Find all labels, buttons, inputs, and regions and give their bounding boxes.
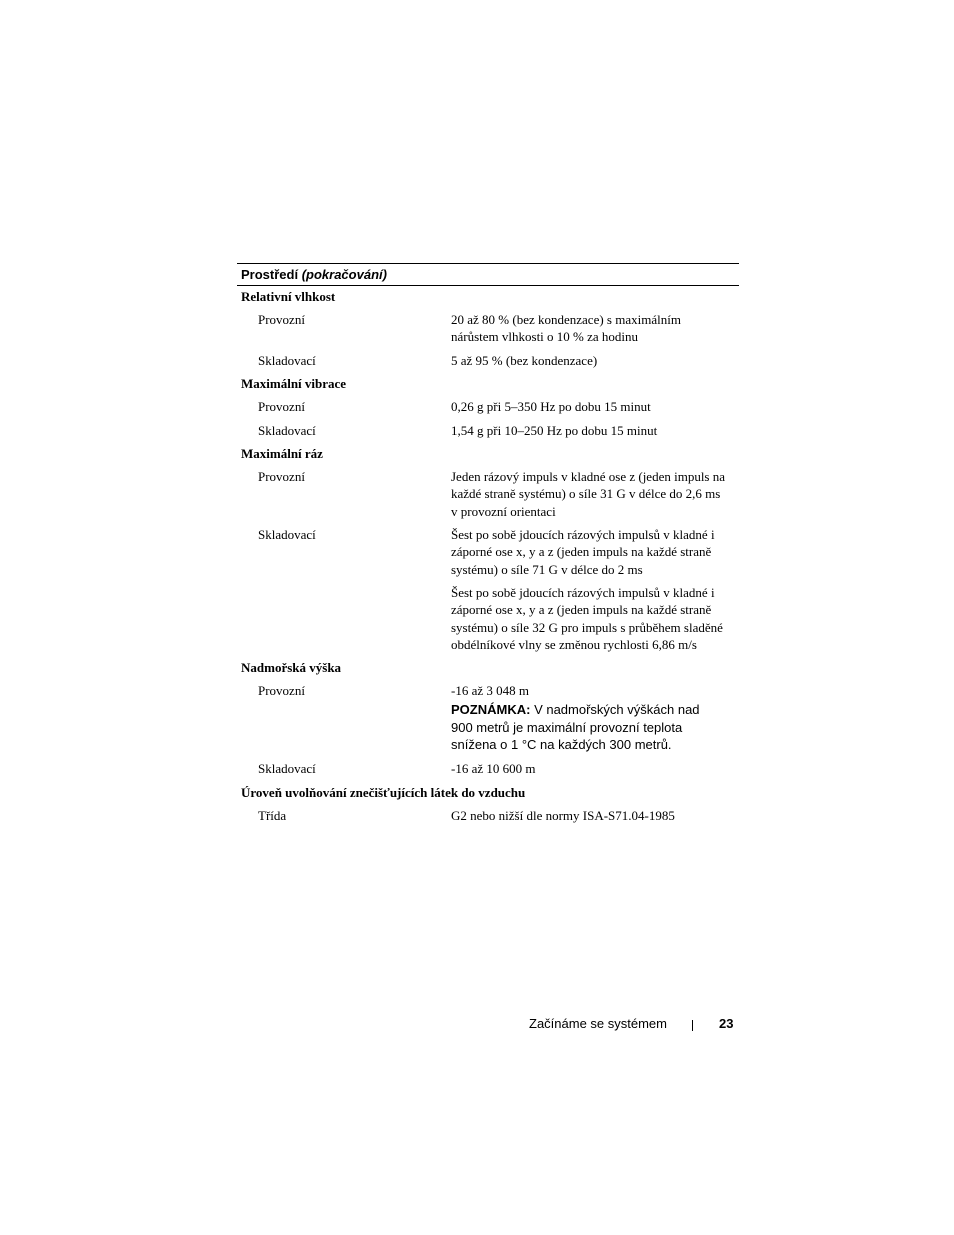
footer-chapter-title: Začínáme se systémem bbox=[529, 1016, 667, 1031]
note-label: POZNÁMKA: bbox=[451, 702, 531, 717]
row-value: Šest po sobě jdoucích rázových impulsů v kladné i záporné ose x, y a z (jeden impuls na každé straně systému) o síle 71 G v délce do 2 ms bbox=[451, 527, 715, 577]
row-label: Provozní bbox=[258, 399, 305, 414]
row-value: -16 až 3 048 m bbox=[451, 683, 529, 698]
row-label: Skladovací bbox=[258, 527, 316, 542]
row-value: 0,26 g při 5–350 Hz po dobu 15 minut bbox=[451, 399, 651, 414]
row-label: Skladovací bbox=[258, 423, 316, 438]
table-header bbox=[237, 263, 739, 286]
row-label: Provozní bbox=[258, 469, 305, 484]
row-label: Skladovací bbox=[258, 353, 316, 368]
section-title-altitude: Nadmořská výška bbox=[241, 660, 342, 675]
section-title-vibration: Maximální vibrace bbox=[241, 376, 347, 391]
row-value: 5 až 95 % (bez kondenzace) bbox=[451, 353, 598, 368]
page-number: 23 bbox=[719, 1016, 734, 1031]
section-title-airborne-contaminants: Úroveň uvolňování znečišťujících látek do vzduchu bbox=[241, 785, 526, 800]
row-value: 20 až 80 % (bez kondenzace) s maximálním nárůstem vlhkosti o 10 % za hodinu bbox=[451, 312, 681, 345]
page-footer bbox=[0, 1015, 954, 1035]
section-title-shock: Maximální ráz bbox=[241, 446, 323, 461]
row-value: Šest po sobě jdoucích rázových impulsů v kladné i záporné ose x, y a z (jeden impuls na každé straně systému) o síle 32 G pro impuls s průběhem sladěné obdélníkové vlny se změnou rychlosti 6,86 m/s bbox=[451, 585, 723, 652]
row-label: Provozní bbox=[258, 312, 305, 327]
row-value: Jeden rázový impuls v kladné ose z (jeden impuls na každé straně systému) o síle 31 G v délce do 2,6 ms v provozní orientaci bbox=[451, 469, 726, 519]
row-value: 1,54 g při 10–250 Hz po dobu 15 minut bbox=[451, 423, 658, 438]
row-label: Skladovací bbox=[258, 761, 316, 776]
row-value: -16 až 10 600 m bbox=[451, 761, 536, 776]
row-label: Třída bbox=[258, 808, 287, 823]
section-title-humidity: Relativní vlhkost bbox=[241, 289, 336, 304]
environment-spec-table bbox=[237, 263, 739, 823]
table-header-title: Prostředí bbox=[241, 267, 299, 282]
row-label: Provozní bbox=[258, 683, 305, 698]
note: POZNÁMKA: V nadmořských výškách nad 900 metrů je maximální provozní teplota snížena o 1 °C na každých 300 metrů. bbox=[451, 702, 700, 752]
row-value: G2 nebo nižší dle normy ISA-S71.04-1985 bbox=[451, 808, 675, 823]
table-header-suffix: (pokračování) bbox=[301, 267, 387, 282]
footer-separator bbox=[692, 1020, 693, 1031]
